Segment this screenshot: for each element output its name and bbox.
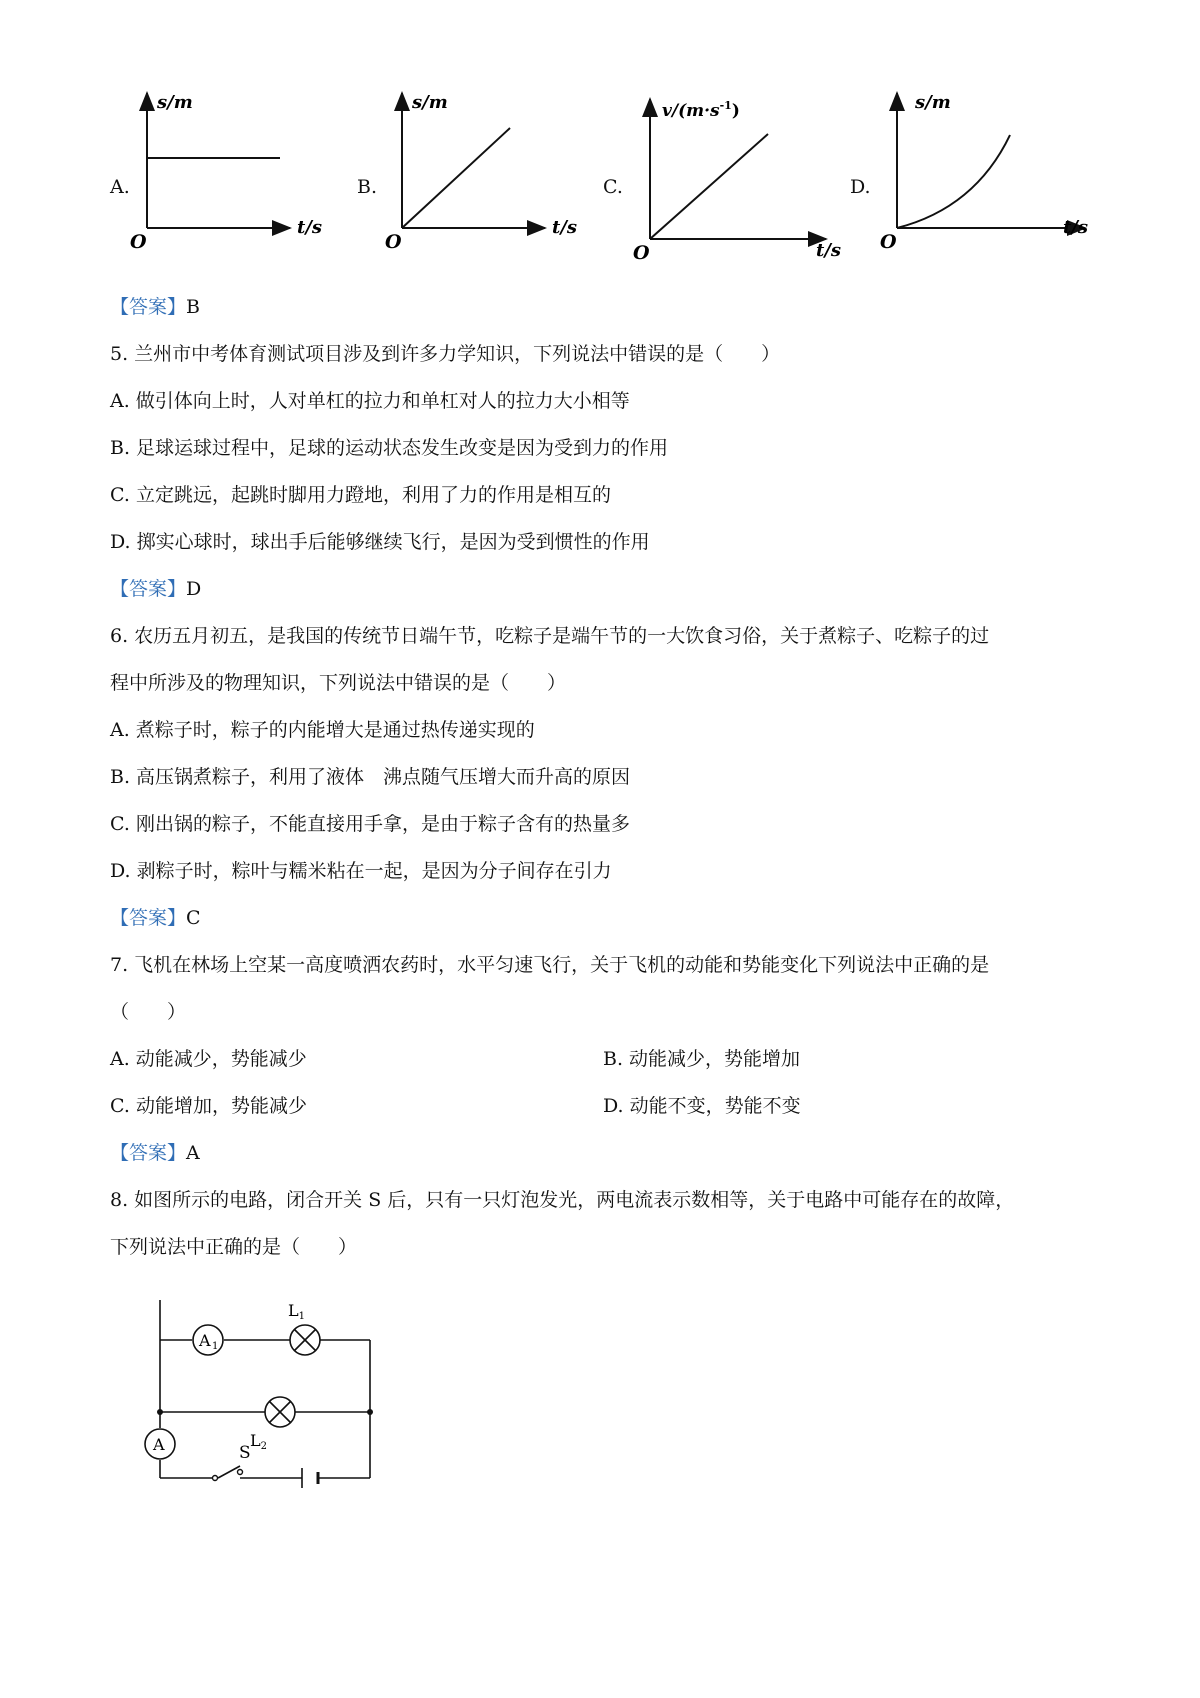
graph-a-ylabel: s/m	[157, 92, 193, 113]
ammeter-a-icon	[145, 1429, 175, 1459]
graph-c-origin: O	[633, 242, 650, 264]
graph-d-ylabel: s/m	[915, 92, 951, 113]
graph-c-ylabel: $v/(m\cdot s^{-1})$	[662, 99, 740, 121]
graph-c	[628, 94, 858, 284]
graph-d-xlabel: t/s	[1063, 217, 1089, 238]
q5-option-d: D. 掷实心球时，球出手后能够继续飞行，是因为受到惯性的作用	[110, 531, 650, 553]
q6-option-a: A. 煮粽子时，粽子的内能增大是通过热传递实现的	[110, 719, 535, 741]
q4-answer: 【答案】B	[110, 296, 200, 318]
q8-stem-line1: 8. 如图所示的电路，闭合开关 S 后，只有一只灯泡发光，两电流表示数相等，关于电路中可能存在的故障，	[110, 1189, 1015, 1211]
graph-b-xlabel: t/s	[552, 217, 578, 238]
q7-option-c: C. 动能增加，势能减少	[110, 1095, 307, 1117]
q6-option-c: C. 刚出锅的粽子，不能直接用手拿，是由于粽子含有的热量多	[110, 813, 630, 835]
battery-icon	[302, 1468, 318, 1488]
q5-option-c: C. 立定跳远，起跳时脚用力蹬地，利用了力的作用是相互的	[110, 484, 611, 506]
graph-b-origin: O	[385, 231, 402, 253]
graph-d	[875, 88, 1105, 278]
graph-b	[380, 88, 610, 278]
q6-option-b: B. 高压锅煮粽子，利用了液体 沸点随气压增大而升高的原因	[110, 766, 631, 788]
graph-c-letter: C.	[603, 176, 623, 198]
q6-answer: 【答案】C	[110, 907, 201, 929]
q5-answer: 【答案】D	[110, 578, 202, 600]
svg-text:A: A	[199, 1331, 211, 1350]
graph-b-curve	[402, 128, 510, 228]
q6-stem-line2: 程中所涉及的物理知识，下列说法中错误的是（ ）	[110, 672, 567, 694]
graph-d-curve	[897, 135, 1010, 228]
q5-option-a: A. 做引体向上时，人对单杠的拉力和单杠对人的拉力大小相等	[110, 390, 630, 412]
lamp-l2-icon	[265, 1397, 295, 1427]
graph-a-origin: O	[130, 231, 147, 253]
circuit-diagram	[130, 1300, 390, 1500]
graph-b-letter: B.	[357, 176, 378, 198]
switch-contact	[213, 1476, 218, 1481]
graph-d-letter: D.	[850, 176, 871, 198]
q6-option-d: D. 剥粽子时，粽叶与糯米粘在一起，是因为分子间存在引力	[110, 860, 612, 882]
q7-stem-line2: （ ）	[110, 1001, 187, 1023]
switch-label: S	[239, 1443, 251, 1463]
answer-label: 【答案】	[110, 907, 187, 929]
q7-stem-line1: 7. 飞机在林场上空某一高度喷洒农药时，水平匀速飞行，关于飞机的动能和势能变化下列说法中正确的是	[110, 954, 990, 976]
answer-label: 【答案】	[110, 1142, 187, 1164]
graph-c-xlabel: t/s	[816, 240, 842, 261]
graph-c-curve	[650, 134, 768, 239]
graph-a-letter: A.	[110, 176, 130, 198]
q6-stem-line1: 6. 农历五月初五，是我国的传统节日端午节，吃粽子是端午节的一大饮食习俗，关于煮粽子、吃粽子的过	[110, 625, 990, 647]
q7-option-a: A. 动能减少，势能减少	[110, 1048, 307, 1070]
svg-text:1: 1	[212, 1341, 219, 1352]
svg-text:A: A	[153, 1435, 165, 1454]
lamp-l2-label: L2	[250, 1431, 267, 1452]
graph-b-ylabel: s/m	[412, 92, 448, 113]
lamp-l1-icon	[290, 1325, 320, 1355]
q7-option-d: D. 动能不变，势能不变	[603, 1095, 801, 1117]
ammeter-a1-icon	[193, 1325, 223, 1355]
answer-label: 【答案】	[110, 578, 187, 600]
answer-label: 【答案】	[110, 296, 187, 318]
graph-a-xlabel: t/s	[297, 217, 323, 238]
q7-option-b: B. 动能减少，势能增加	[603, 1048, 801, 1070]
graph-d-origin: O	[880, 231, 897, 253]
graph-a	[125, 88, 355, 278]
q5-option-b: B. 足球运球过程中，足球的运动状态发生改变是因为受到力的作用	[110, 437, 669, 459]
lamp-l1-label: L1	[288, 1301, 305, 1322]
q7-answer: 【答案】A	[110, 1142, 200, 1164]
q5-stem: 5. 兰州市中考体育测试项目涉及到许多力学知识，下列说法中错误的是（ ）	[110, 343, 781, 365]
q8-stem-line2: 下列说法中正确的是（ ）	[110, 1236, 358, 1258]
